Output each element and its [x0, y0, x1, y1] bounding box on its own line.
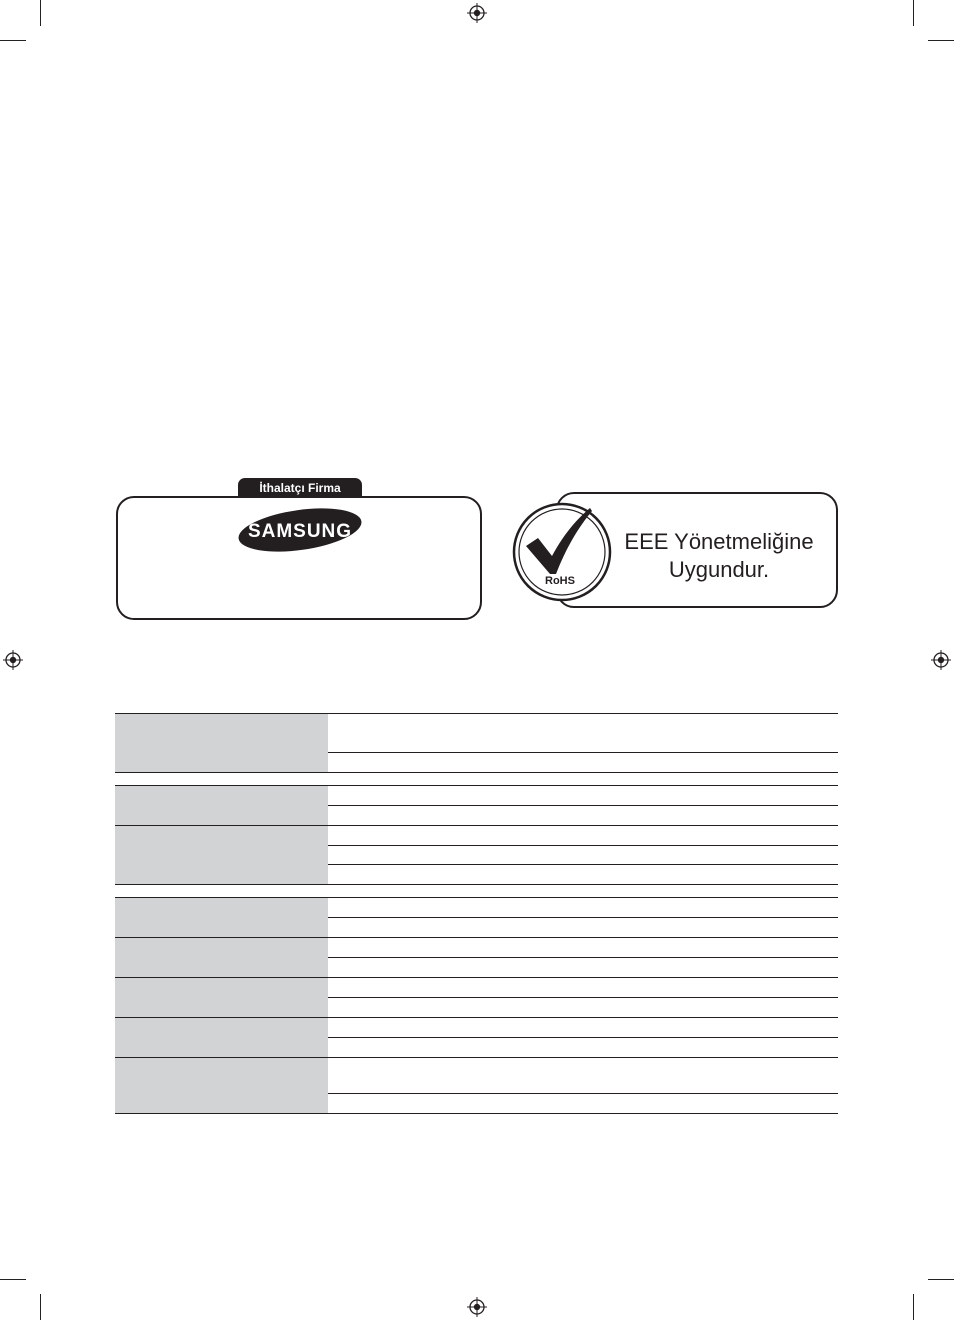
- registration-mark-icon: [467, 1297, 487, 1317]
- rohs-badge-label: RoHS: [545, 575, 575, 587]
- crop-mark: [0, 40, 26, 41]
- table-rule: [328, 1093, 838, 1094]
- table-label-cell: [115, 826, 328, 884]
- rohs-statement-line1: EEE Yönetmeliğine: [624, 529, 814, 554]
- table-label-cell: [115, 714, 328, 772]
- crop-mark: [928, 1279, 954, 1280]
- table-label-cell: [115, 898, 328, 937]
- table-label-cell: [115, 1058, 328, 1113]
- table-rule: [328, 864, 838, 865]
- table-rule: [328, 997, 838, 998]
- table-rule: [115, 1113, 838, 1114]
- table-label-cell: [115, 786, 328, 825]
- crop-mark: [40, 1294, 41, 1320]
- table-label-cell: [115, 1018, 328, 1057]
- table-rule: [328, 957, 838, 958]
- table-label-cell: [115, 978, 328, 1017]
- rohs-statement-line2: Uygundur.: [668, 557, 770, 582]
- table-rule: [328, 917, 838, 918]
- crop-mark: [928, 40, 954, 41]
- importer-tab-label: İthalatçı Firma: [238, 478, 362, 498]
- registration-mark-icon: [467, 3, 487, 23]
- crop-mark: [0, 1279, 26, 1280]
- registration-mark-icon: [931, 650, 951, 670]
- samsung-logo: [236, 507, 364, 553]
- rohs-check-icon: [512, 502, 612, 602]
- table-rule: [328, 805, 838, 806]
- table-rule: [115, 884, 838, 885]
- table-rule: [115, 772, 838, 773]
- crop-mark: [913, 1294, 914, 1320]
- crop-mark: [40, 0, 41, 26]
- registration-mark-icon: [3, 650, 23, 670]
- table-rule: [328, 845, 838, 846]
- table-rule: [328, 1037, 838, 1038]
- table-label-cell: [115, 938, 328, 977]
- crop-mark: [913, 0, 914, 26]
- samsung-logo-text: SAMSUNG: [247, 521, 353, 542]
- rohs-statement: [612, 528, 826, 584]
- table-rule: [328, 752, 838, 753]
